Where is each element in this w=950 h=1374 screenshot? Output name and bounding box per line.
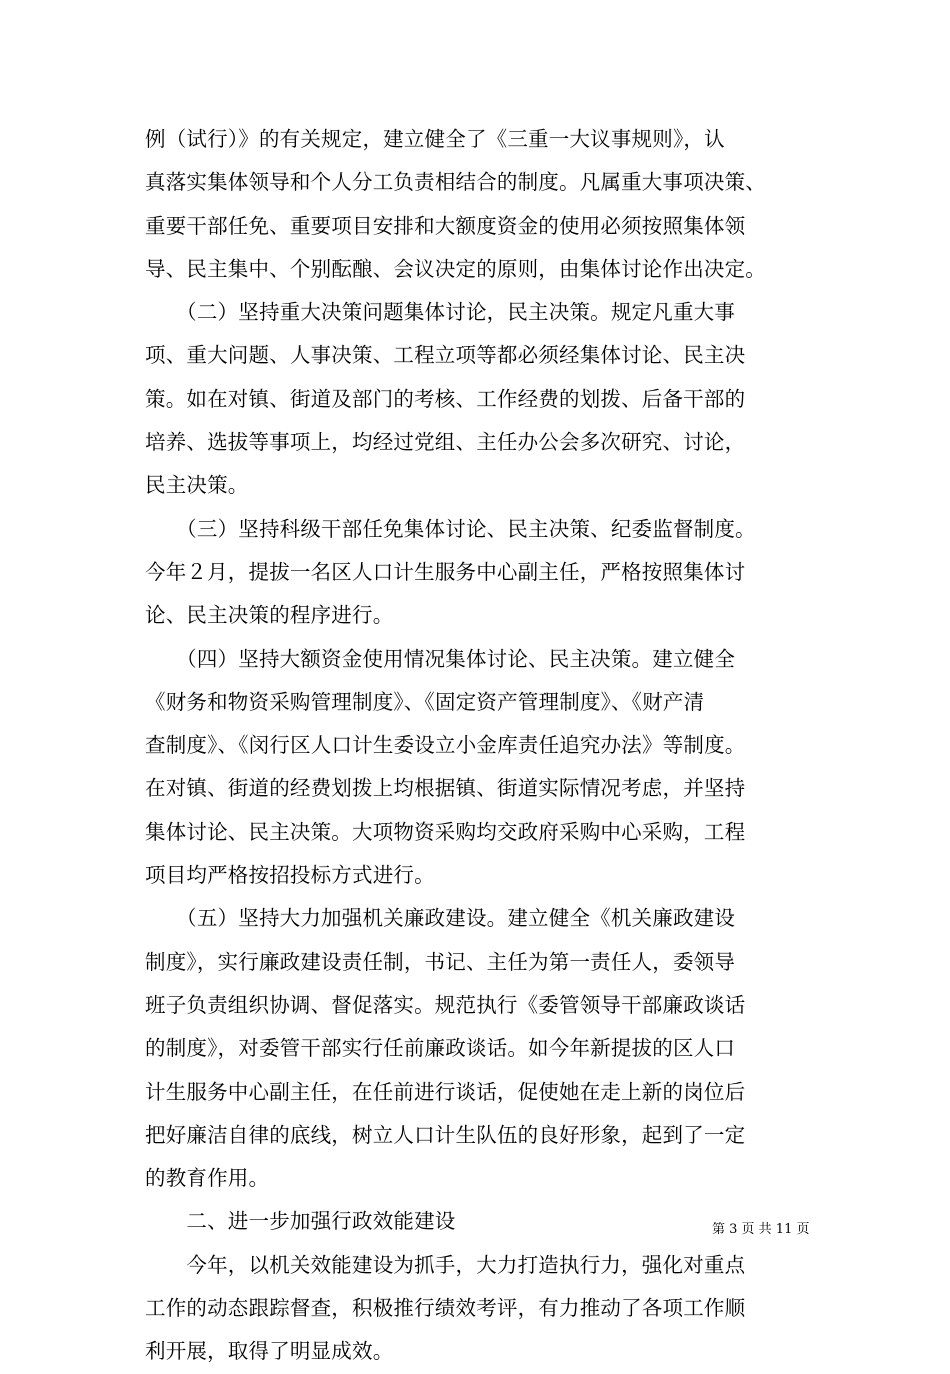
text-line: 利开展，取得了明显成效。 (145, 1339, 394, 1364)
text-line: 工作的动态跟踪督查，积极推行绩效考评，有力推动了各项工作顺 (145, 1296, 746, 1321)
text-line: 把好廉洁自律的底线，树立人口计生队伍的良好形象，起到了一定 (145, 1122, 746, 1147)
text-line: 重要干部任免、重要项目安排和大额度资金的使用必须按照集体领 (145, 213, 746, 238)
text-line: 制度》，实行廉政建设责任制，书记、主任为第一责任人，委领导 (145, 949, 736, 974)
section-heading: 二、进一步加强行政效能建设 (145, 1209, 456, 1234)
text-line: 项、重大问题、人事决策、工程立项等都必须经集体讨论、民主决 (145, 343, 746, 368)
text-line: 计生服务中心副主任，在任前进行谈话，促使她在走上新的岗位后 (145, 1079, 746, 1104)
text-line: 今年２月，提拔一名区人口计生服务中心副主任，严格按照集体讨 (145, 559, 746, 584)
document-body (145, 118, 810, 1374)
text-line: 的教育作用。 (145, 1166, 270, 1191)
page-number-footer: 第 3 页 共 11 页 (712, 1222, 810, 1237)
text-line: 在对镇、街道的经费划拨上均根据镇、街道实际情况考虑，并坚持 (145, 776, 746, 801)
text-line: 策。如在对镇、街道及部门的考核、工作经费的划拨、后备干部的 (145, 386, 746, 411)
text-line: 集体讨论、民主决策。大项物资采购均交政府采购中心采购，工程 (145, 819, 746, 844)
text-line: （三）坚持科级干部任免集体讨论、民主决策、纪委监督制度。 (145, 516, 756, 541)
text-line: （四）坚持大额资金使用情况集体讨论、民主决策。建立健全 (145, 646, 736, 671)
text-line: 项目均严格按招投标方式进行。 (145, 863, 435, 888)
text-line: 培养、选拔等事项上，均经过党组、主任办公会多次研究、讨论， (145, 430, 746, 455)
text-line: 例（试行）》的有关规定，建立健全了《三重一大议事规则》，认 (145, 127, 725, 151)
text-line: 班子负责组织协调、督促落实。规范执行《委管领导干部廉政谈话 (145, 992, 746, 1017)
text-line: （五）坚持大力加强机关廉政建设。建立健全《机关廉政建设 (145, 906, 736, 931)
text-line: 今年，以机关效能建设为抓手，大力打造执行力，强化对重点 (145, 1252, 746, 1277)
text-line: 的制度》，对委管干部实行任前廉政谈话。如今年新提拔的区人口 (145, 1036, 736, 1061)
text-line: （二）坚持重大决策问题集体讨论，民主决策。规定凡重大事 (145, 300, 736, 325)
text-line: 导、民主集中、个别酝酿、会议决定的原则，由集体讨论作出决定。 (145, 256, 766, 281)
text-line: 《财务和物资采购管理制度》、《固定资产管理制度》、《财产清 (145, 689, 705, 714)
text-line: 民主决策。 (145, 473, 249, 498)
text-line: 论、民主决策的程序进行。 (145, 603, 394, 628)
text-line: 真落实集体领导和个人分工负责相结合的制度。凡属重大事项决策、 (145, 170, 766, 195)
text-line: 查制度》、《闵行区人口计生委设立小金库责任追究办法》等制度。 (145, 733, 746, 758)
